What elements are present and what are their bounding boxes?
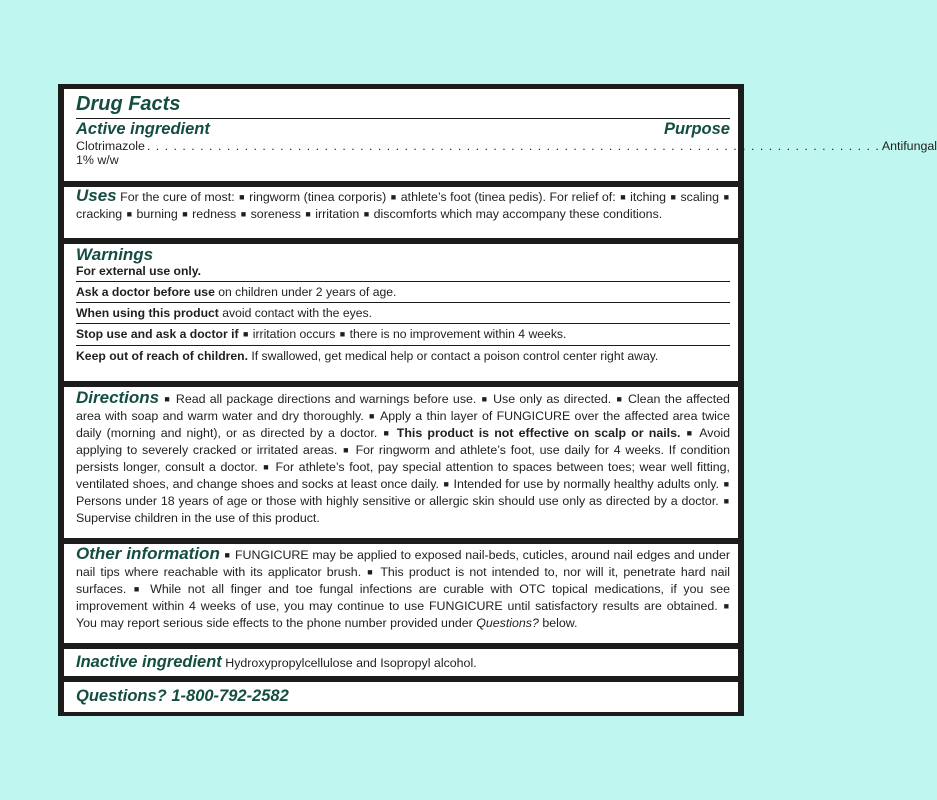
drug-facts-title: Drug Facts <box>76 93 181 115</box>
direction-item: For athlete’s foot, pay special attention to spaces between toes; wear well fitting, ventilated shoes, and change shoes and socks at least once daily. <box>76 460 730 491</box>
questions-box <box>64 682 738 712</box>
directions-heading: Directions <box>76 388 160 407</box>
questions-reference: Questions? <box>476 616 539 630</box>
ask-doctor-label: Ask a doctor before use <box>76 285 215 299</box>
stop-use-label: Stop use and ask a doctor if <box>76 327 239 341</box>
warning-external-use <box>76 263 730 282</box>
purpose-header: Purpose <box>663 120 730 138</box>
other-info-item-end: below. <box>542 616 578 630</box>
warnings-heading: Warnings <box>76 245 154 264</box>
active-ingredient-value: Clotrimazole 1% w/w <box>76 139 145 167</box>
uses-item: cracking <box>76 207 123 221</box>
purpose-value: Antifungal <box>881 139 937 153</box>
warnings-box <box>64 244 738 381</box>
bullet-icon: ■ <box>126 209 133 219</box>
when-using-text: avoid contact with the eyes. <box>222 306 372 320</box>
uses-item: athlete’s foot (tinea pedis). For relief of: <box>400 190 616 204</box>
stop-use-item: irritation occurs <box>252 327 336 341</box>
ask-doctor-text: on children under 2 years of age. <box>218 285 397 299</box>
bullet-icon: ■ <box>363 209 370 219</box>
bullet-icon: ■ <box>239 192 245 202</box>
bullet-icon: ■ <box>343 445 350 455</box>
bullet-icon: ■ <box>390 192 397 202</box>
uses-item: redness <box>192 207 237 221</box>
active-ingredient-header-row <box>76 119 730 139</box>
bullet-icon: ■ <box>723 496 729 506</box>
uses-item: itching <box>630 190 666 204</box>
bullet-icon: ■ <box>686 428 694 438</box>
bullet-icon: ■ <box>339 329 346 339</box>
direction-item: Persons under 18 years of age or those with highly sensitive or allergic skin should use only as directed by a doctor. <box>76 494 719 508</box>
keep-out-text: If swallowed, get medical help or contact a poison control center right away. <box>251 349 659 363</box>
other-information-box <box>64 544 738 643</box>
active-ingredient-row <box>76 139 937 167</box>
direction-item: Intended for use by normally healthy adults only. <box>453 477 720 491</box>
direction-item: Supervise children in the use of this product. <box>76 511 320 525</box>
inactive-ingredient-heading: Inactive ingredient <box>76 653 222 671</box>
bullet-icon: ■ <box>670 192 676 202</box>
keep-out-label: Keep out of reach of children. <box>76 349 248 363</box>
uses-heading: Uses <box>76 186 117 205</box>
warning-ask-doctor <box>76 282 730 303</box>
uses-item: irritation <box>315 207 360 221</box>
bullet-icon: ■ <box>367 567 375 577</box>
directions-box <box>64 387 738 538</box>
active-ingredient-header: Active ingredient <box>76 120 210 138</box>
stop-use-item: there is no improvement within 4 weeks. <box>349 327 567 341</box>
direction-item: Read all package directions and warnings before use. <box>175 392 477 406</box>
drug-facts-box <box>64 89 937 181</box>
bullet-icon: ■ <box>383 428 391 438</box>
bullet-icon: ■ <box>164 394 171 404</box>
bullet-icon: ■ <box>620 192 626 202</box>
bullet-icon: ■ <box>369 411 376 421</box>
warning-stop-use <box>76 324 730 346</box>
inactive-ingredient-box <box>64 649 738 676</box>
bullet-icon: ■ <box>133 584 143 594</box>
dot-leader: . . . . . . . . . . . . . . . . . . . . . . . . . . . . . . . . . . . . . . . . . . . . . . . . . . . . . . . . . . . . . . . . . . . . . . . . . . . . . . . . . . . <box>146 139 880 153</box>
questions-phone: Questions? 1-800-792-2582 <box>76 687 289 705</box>
uses-item: burning <box>136 207 178 221</box>
bullet-icon: ■ <box>240 209 247 219</box>
uses-item: soreness <box>250 207 301 221</box>
uses-intro: For the cure of most: <box>120 190 235 204</box>
bullet-icon: ■ <box>182 209 188 219</box>
bullet-icon: ■ <box>616 394 623 404</box>
external-use-text: For external use only. <box>76 264 202 278</box>
direction-item: Apply a thin layer of FUNGICURE over the affected area twice daily (morning and night), or as directed by a doctor. <box>76 409 731 440</box>
other-info-item: This product is not intended to, nor will it, penetrate hard nail surfaces. <box>76 565 731 596</box>
bullet-icon: ■ <box>443 479 449 489</box>
bullet-icon: ■ <box>481 394 488 404</box>
direction-item: Avoid applying to severely cracked or irritated areas. <box>76 426 731 457</box>
other-information-heading: Other information <box>76 544 220 563</box>
uses-box <box>64 187 738 238</box>
warning-keep-out <box>76 346 730 366</box>
other-info-item: While not all finger and toe fungal infections are curable with OTC topical medications, if you see improvement within 4 weeks of use, you may continue to use FUNGICURE until satisfactory results are obtained. <box>76 582 730 613</box>
bullet-icon: ■ <box>242 329 249 339</box>
bullet-icon: ■ <box>723 601 729 611</box>
direction-item-bold: This product is not effective on scalp or nails. <box>396 426 681 440</box>
bullet-icon: ■ <box>305 209 311 219</box>
bullet-icon: ■ <box>723 479 729 489</box>
direction-item: For ringworm and athlete’s foot, use daily for 4 weeks. If condition persists longer, consult a doctor. <box>76 443 730 474</box>
direction-item: Clean the affected area with soap and warm water and dry thoroughly. <box>76 392 730 423</box>
drug-facts-panel <box>58 84 937 716</box>
bullet-icon: ■ <box>723 192 729 202</box>
uses-item: scaling <box>680 190 720 204</box>
direction-item: Use only as directed. <box>493 392 612 406</box>
other-info-item: FUNGICURE may be applied to exposed nail-beds, cuticles, around nail edges and under nail tips where reachable with its applicator brush. <box>76 548 730 579</box>
other-info-item: You may report serious side effects to the phone number provided under <box>76 616 473 630</box>
inactive-ingredient-text: Hydroxypropylcellulose and Isopropyl alcohol. <box>225 656 477 670</box>
uses-item: ringworm (tinea corporis) <box>249 190 387 204</box>
when-using-label: When using this product <box>76 306 219 320</box>
bullet-icon: ■ <box>263 462 270 472</box>
uses-item: discomforts which may accompany these conditions. <box>373 207 663 221</box>
bullet-icon: ■ <box>224 550 231 560</box>
warning-when-using <box>76 303 730 324</box>
